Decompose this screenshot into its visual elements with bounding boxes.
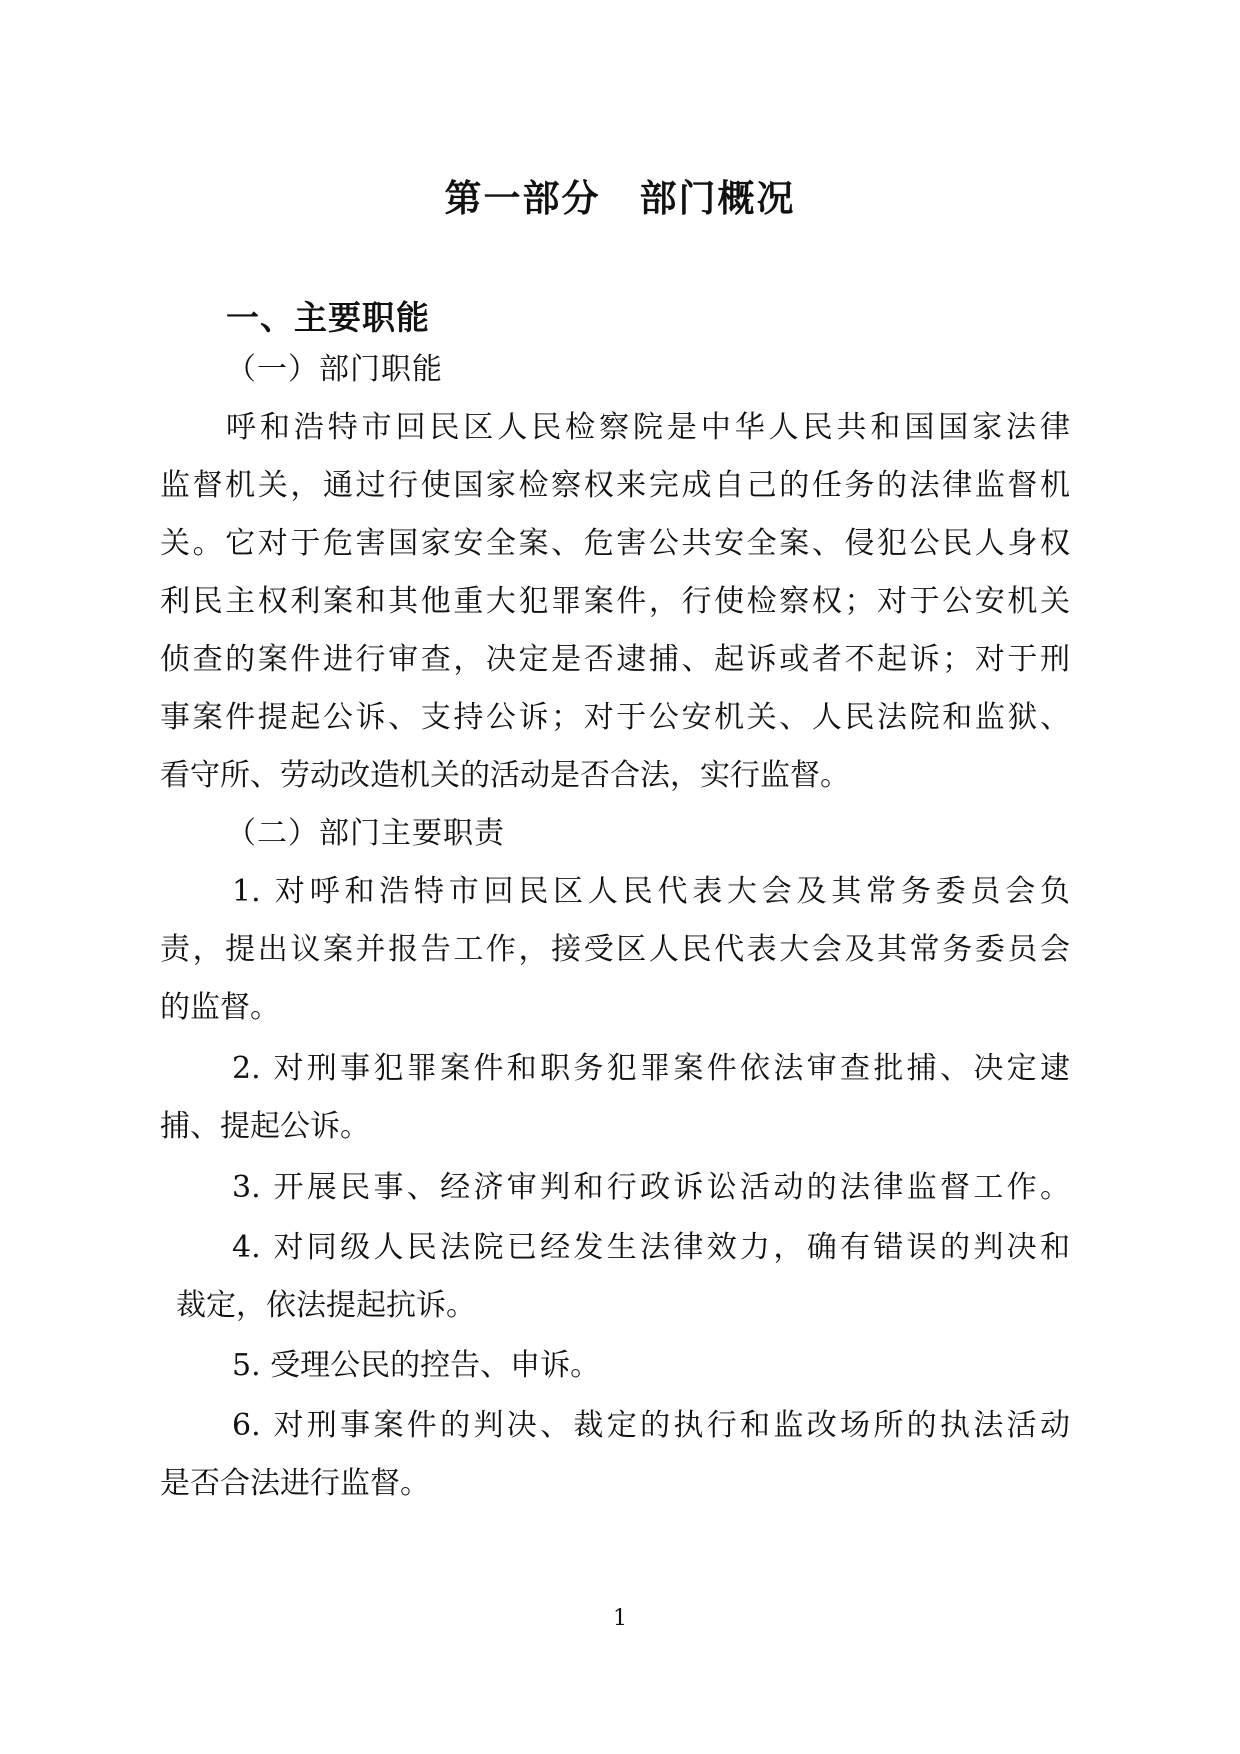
page-number: 1 (613, 1606, 627, 1631)
page-title: 第一部分 部门概况 (444, 176, 796, 220)
paragraph-line: 呼和浩特市回民区人民检察院是中华人民共和国国家法律 (226, 410, 1070, 445)
duty-item-1-line: 责，提出议案并报告工作，接受区人民代表大会及其常务委员会 (160, 932, 1070, 967)
duty-item-6-line: 是否合法进行监督。 (160, 1466, 430, 1501)
duty-item-4-line: 4. 对同级人民法院已经发生法律效力，确有错误的判决和 (232, 1230, 1070, 1265)
duty-item-2-line: 捕、提起公诉。 (160, 1109, 370, 1144)
paragraph-line: 关。它对于危害国家安全案、危害公共安全案、侵犯公民人身权 (160, 526, 1070, 561)
duty-item-5-line: 5. 受理公民的控告、申诉。 (232, 1348, 601, 1383)
duty-item-1-line: 1. 对呼和浩特市回民区人民代表大会及其常务委员会负 (232, 874, 1070, 909)
section-heading-main-functions: 一、主要职能 (226, 298, 430, 337)
paragraph-line: 事案件提起公诉、支持公诉；对于公安机关、人民法院和监狱、 (160, 700, 1070, 735)
duty-item-3-line: 3. 开展民事、经济审判和行政诉讼活动的法律监督工作。 (232, 1170, 1070, 1205)
paragraph-line: 侦查的案件进行审查，决定是否逮捕、起诉或者不起诉；对于刑 (160, 642, 1070, 677)
paragraph-line: 监督机关，通过行使国家检察权来完成自己的任务的法律监督机 (160, 468, 1070, 503)
duty-item-2-line: 2. 对刑事犯罪案件和职务犯罪案件依法审查批捕、决定逮 (232, 1051, 1070, 1086)
paragraph-line: 利民主权利案和其他重大犯罪案件，行使检察权；对于公安机关 (160, 584, 1070, 619)
duty-item-4-line: 裁定，依法提起抗诉。 (176, 1288, 476, 1323)
paragraph-line: 看守所、劳动改造机关的活动是否合法，实行监督。 (160, 758, 850, 793)
subheading-department-functions: （一）部门职能 (226, 352, 443, 387)
subheading-main-duties: （二）部门主要职责 (226, 816, 505, 851)
duty-item-1-line: 的监督。 (160, 990, 280, 1025)
duty-item-6-line: 6. 对刑事案件的判决、裁定的执行和监改场所的执法活动 (232, 1408, 1070, 1443)
